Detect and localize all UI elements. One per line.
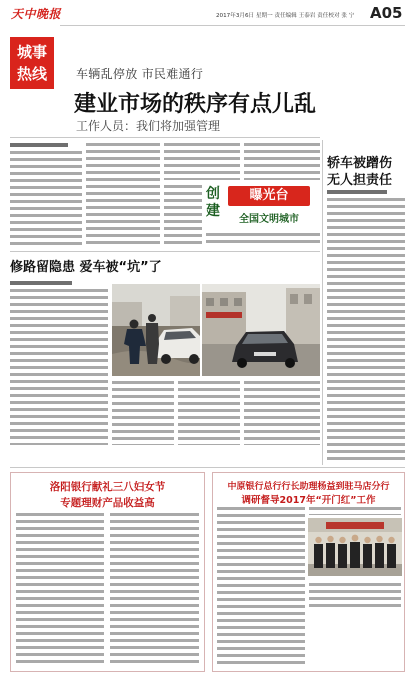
side-body-text [327,198,405,462]
second-byline [10,281,72,285]
campaign-badge-left: 创建 [206,186,220,219]
lead-body-col-1 [10,151,82,247]
page-number: A05 [370,4,403,22]
lead-body-col-4 [244,143,320,180]
side-headline-line1: 轿车被蹭伤 [327,156,393,171]
header-rule [60,25,405,26]
lead-kicker: 车辆乱停放 市民难通行 [76,67,204,81]
lead-body-col-3b [164,185,202,247]
ad-right-body-col-1 [217,507,305,665]
lead-byline [10,143,68,147]
second-body-col-2 [112,381,174,445]
section-label-line2: 热线 [16,65,47,83]
campaign-badge-main: 曝光台 [228,186,310,206]
ad-right-body-col-2-top [309,507,401,515]
newspaper-logo: 天中晚报 [11,7,62,21]
ad-left-body-col-1 [16,513,104,665]
ad-left-title-line1: 洛阳银行献礼三八妇女节 [49,481,166,493]
second-story-rule [10,251,320,252]
ad-box-right [212,472,405,672]
second-body-col-1 [10,289,108,445]
ad-right-title-line1: 中原银行总行行长助理杨益到驻马店分行 [227,482,390,492]
photo-car-inspection [112,284,200,376]
lead-body-col-3a [164,143,240,180]
lead-headline: 建业市场的秩序有点儿乱 [74,92,317,117]
campaign-badge-bottom: 全国文明城市 [239,214,299,225]
column-divider [322,140,323,465]
lead-body-col-5 [206,233,320,247]
ad-right-photo-caption [309,583,401,611]
second-body-col-3 [178,381,240,445]
ad-left-title-line2: 专题理财产品收益高 [60,497,155,509]
section-label [10,37,54,89]
second-headline: 修路留隐患 爱车被“坑”了 [10,260,162,275]
dateline: 2017年3月6日 星期一 责任编辑 王泰岩 责任校对 张 宁 [216,13,355,19]
side-byline [327,190,387,194]
photo-street-car [202,284,320,376]
side-headline-line2: 无人担责任 [327,173,393,188]
ad-right-title-line2: 调研督导2017年“开门红”工作 [241,495,376,506]
lead-body-col-2 [86,143,160,247]
bottom-section-rule [10,467,405,468]
second-body-col-4 [244,381,320,445]
ad-left-body-col-2 [110,513,199,665]
lead-subhead: 工作人员：我们将加强管理 [76,119,221,133]
section-label-line1: 城事 [16,43,47,61]
ad-box-left [10,472,205,672]
photo-group-visit [308,518,402,576]
lead-rule [10,137,320,138]
